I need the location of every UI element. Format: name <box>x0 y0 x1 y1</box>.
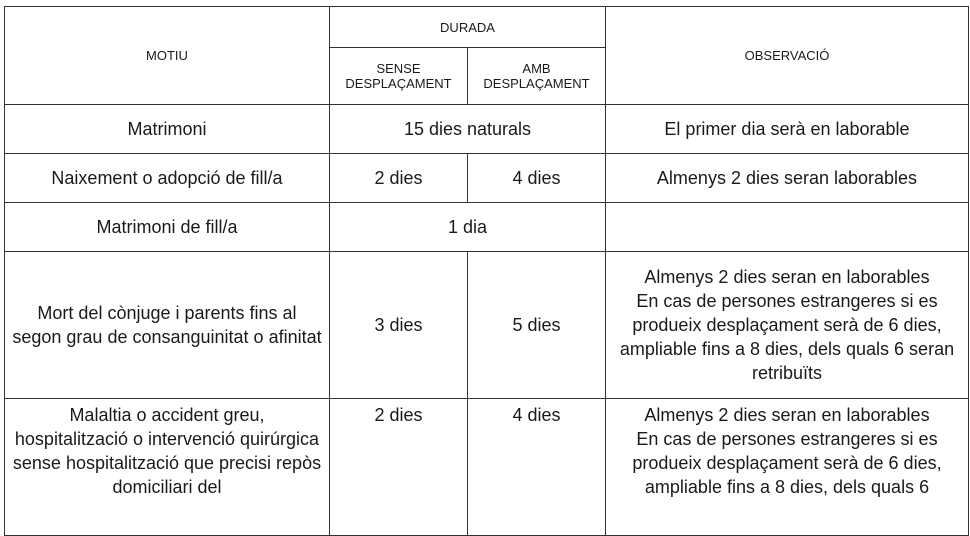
table-row <box>5 154 969 203</box>
observacio-line: En cas de persones estrangeres si es produeix desplaçament serà de 6 dies, ampliable fins a 8 dies, dels quals 6 seran retribuïts <box>619 291 955 383</box>
sense-cell: 2 dies <box>330 399 468 536</box>
sense-cell: 2 dies <box>330 154 468 203</box>
observacio-text <box>612 403 962 525</box>
table-row <box>5 399 969 536</box>
header-sense-desplacament: SENSE DESPLAÇAMENT <box>330 48 468 105</box>
header-amb-desplacament: AMB DESPLAÇAMENT <box>468 48 606 105</box>
header-motiu: MOTIU <box>5 7 330 105</box>
motiu-cell: Mort del cònjuge i parents fins al segon grau de consanguinitat o afinitat <box>5 252 330 399</box>
observacio-cell: Almenys 2 dies seran laborables <box>606 154 969 203</box>
header-durada: DURADA <box>330 7 606 48</box>
observacio-line: En cas de persones estrangeres si es produeix desplaçament serà de 6 dies, ampliable fins a 8 dies, dels quals 6 <box>632 429 942 497</box>
table-row <box>5 252 969 399</box>
durada-cell: 1 dia <box>330 203 606 252</box>
motiu-cell <box>5 399 330 536</box>
leave-table <box>4 6 969 536</box>
motiu-cell: Matrimoni de fill/a <box>5 203 330 252</box>
observacio-cell: El primer dia serà en laborable <box>606 105 969 154</box>
observacio-cell <box>606 399 969 536</box>
table-row <box>5 203 969 252</box>
header-row <box>5 7 969 48</box>
sense-cell: 3 dies <box>330 252 468 399</box>
amb-cell: 5 dies <box>468 252 606 399</box>
motiu-text: Malaltia o accident greu, hospitalització o intervenció quirúrgica sense hospitalització que precisi repòs domiciliari del <box>12 405 322 497</box>
table-row <box>5 105 969 154</box>
amb-cell: 4 dies <box>468 399 606 536</box>
observacio-cell <box>606 252 969 399</box>
motiu-cell: Matrimoni <box>5 105 330 154</box>
amb-cell: 4 dies <box>468 154 606 203</box>
durada-cell: 15 dies naturals <box>330 105 606 154</box>
observacio-line: Almenys 2 dies seran en laborables <box>644 405 930 425</box>
motiu-cell: Naixement o adopció de fill/a <box>5 154 330 203</box>
observacio-cell <box>606 203 969 252</box>
observacio-line: Almenys 2 dies seran en laborables <box>644 267 930 287</box>
header-observacio: OBSERVACIÓ <box>606 7 969 105</box>
